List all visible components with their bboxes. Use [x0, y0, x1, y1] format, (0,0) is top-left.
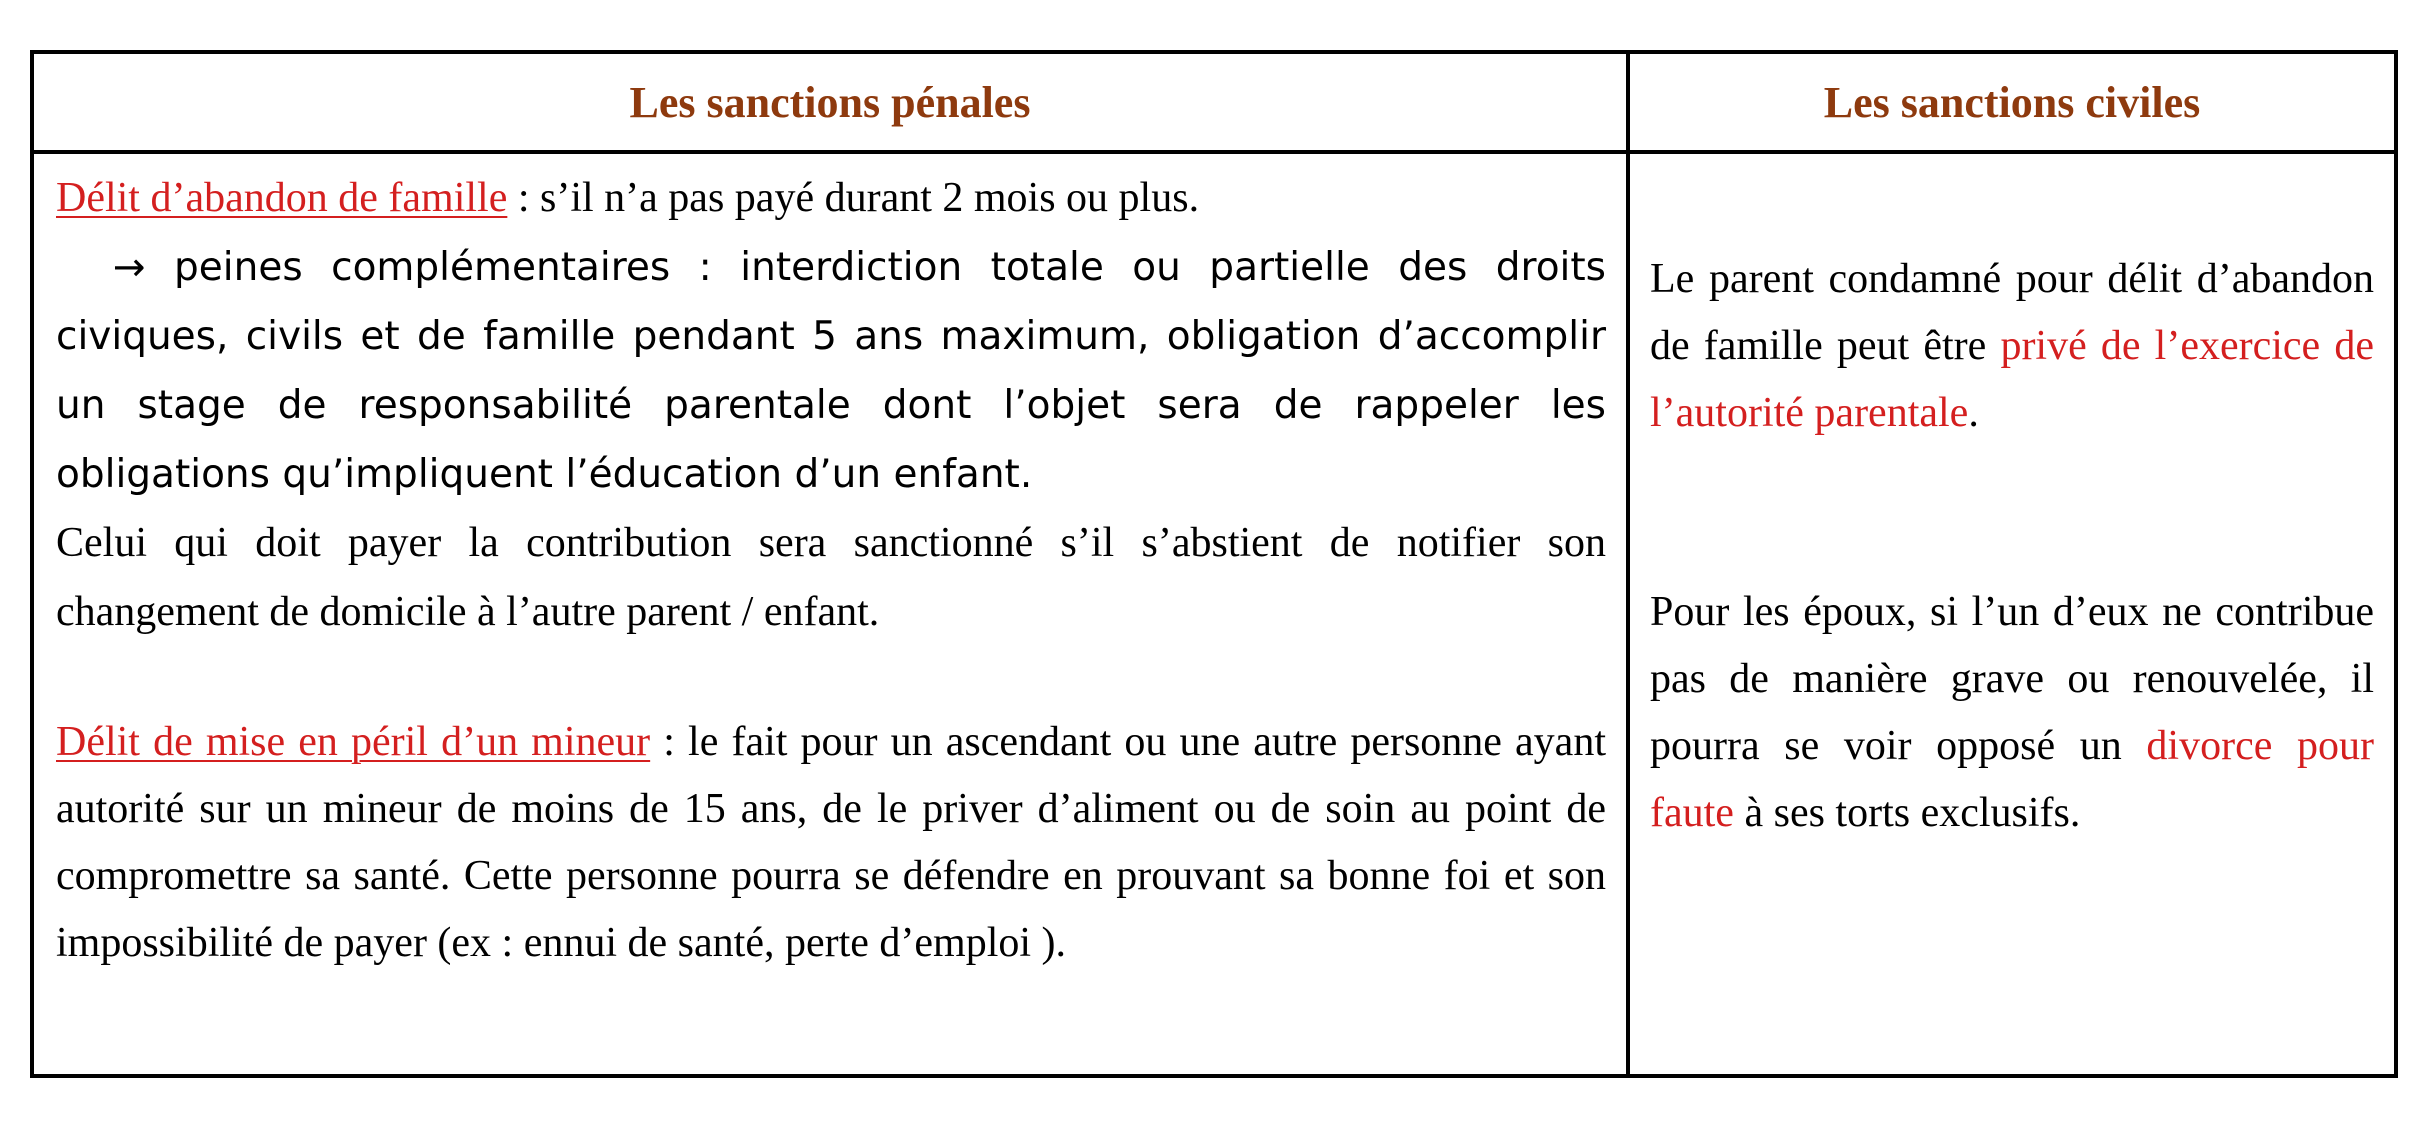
paragraph-spacer: [56, 647, 1606, 709]
peril-text: : le fait pour un ascendant ou une autre personne ayant autorité sur un mineur de moins de 15 ans, de le priver d’aliment ou de soin au point de compromettre sa santé. Cette personne pourra se défendre en prouvant sa bonne foi et son impossibilité de payer (ex : ennui de santé, perte d’emploi ).: [56, 719, 1606, 966]
column-sanctions-civiles: [1630, 54, 2394, 1074]
epoux-paragraph: [1650, 579, 2374, 847]
peines-paragraph: → peines complémentaires : interdiction totale ou partielle des droits civiques, civils et de famille pendant 5 ans maximum, obligation d’accomplir un stage de responsabilité parentale dont l’objet sera de rappeler les obligations qu’impliquent l’éducation d’un enfant.: [56, 245, 1619, 497]
parent-end: .: [1968, 390, 1979, 436]
paragraph-spacer: [1650, 447, 2374, 579]
parent-paragraph: [1650, 246, 2374, 447]
divorce-highlight: divorce pour faute: [1650, 723, 2374, 836]
domicile-paragraph: Celui qui doit payer la contribution sera sanctionné s’il s’abstient de notifier son changement de domicile à l’autre parent / enfant.: [56, 520, 1606, 635]
epoux-end: à ses torts exclusifs.: [1733, 790, 2081, 836]
peril-paragraph: [56, 709, 1606, 977]
heading-sanctions-penales: Les sanctions pénales: [34, 54, 1626, 154]
heading-sanctions-civiles: Les sanctions civiles: [1630, 54, 2394, 154]
abandon-term: Délit d’abandon de famille: [56, 175, 508, 221]
peril-term: Délit de mise en péril d’un mineur: [56, 719, 651, 765]
abandon-text: : s’il n’a pas payé durant 2 mois ou plus.: [507, 175, 1200, 221]
cell-sanctions-penales: [56, 164, 1619, 977]
parent-text: Le parent condamné pour délit d’abandon de famille peut être: [1650, 256, 2374, 369]
abandon-paragraph: [56, 164, 1606, 233]
autorite-parentale-highlight: privé de l’exercice de l’autorité parentale: [1650, 323, 2374, 436]
cell-sanctions-civiles: [1650, 246, 2374, 847]
column-sanctions-penales: [34, 54, 1630, 1074]
epoux-text: Pour les époux, si l’un d’eux ne contribue pas de manière grave ou renouvelée, il pourra se voir opposé un: [1650, 589, 2374, 769]
sanctions-table: [30, 50, 2398, 1078]
